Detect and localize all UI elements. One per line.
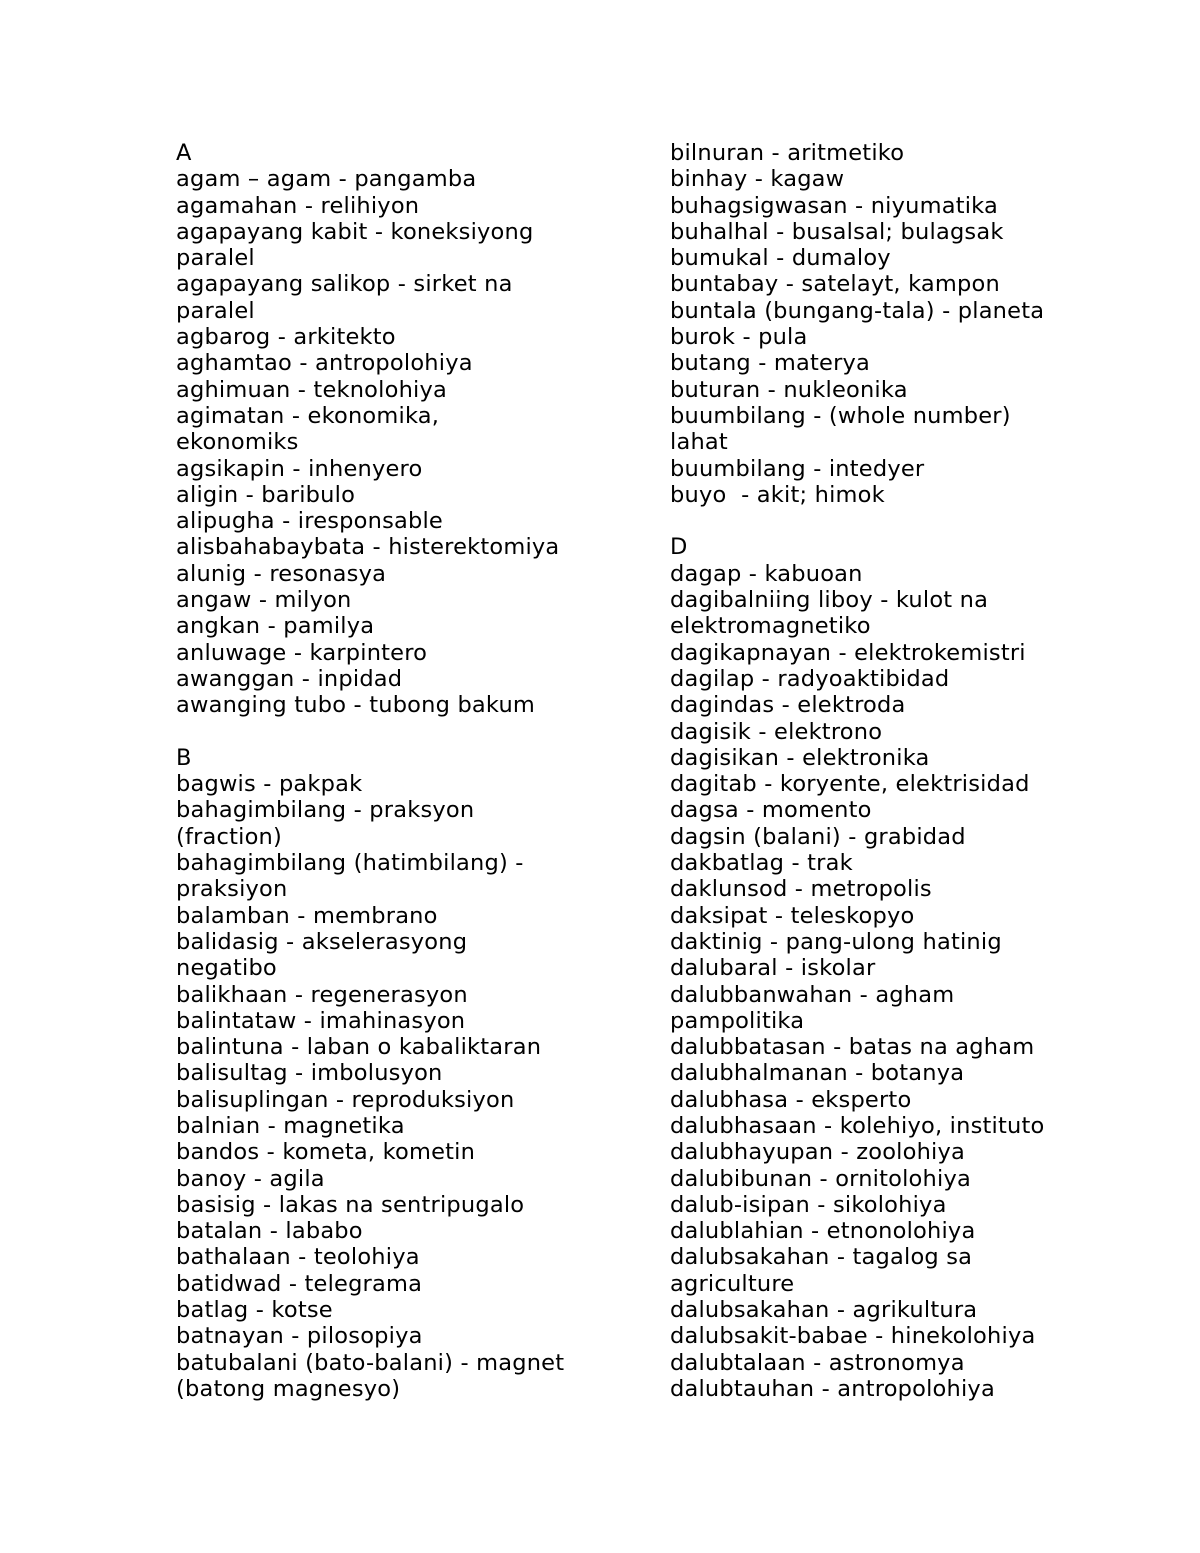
glossary-entry-line: agimatan - ekonomika, [176, 402, 440, 429]
glossary-entry-line: awanggan - inpidad [176, 665, 403, 692]
glossary-entry-line: aghamtao - antropolohiya [176, 350, 473, 377]
glossary-entry-line: balisuplingan - reproduksiyon [176, 1086, 515, 1113]
glossary-entry-line: paralel [176, 297, 255, 324]
section-heading: D [670, 534, 688, 561]
glossary-entry-line: alipugha - iresponsable [176, 508, 443, 535]
right-column [670, 140, 1170, 1402]
glossary-entry-line: banoy - agila [176, 1165, 325, 1192]
glossary-entry-line: awanging tubo - tubong bakum [176, 692, 536, 719]
glossary-entry-line: daklunsod - metropolis [670, 876, 932, 903]
glossary-entry-line: dalubtauhan - antropolohiya [670, 1375, 995, 1402]
glossary-entry-line: dalubibunan - ornitolohiya [670, 1165, 971, 1192]
glossary-entry-line: agapayang kabit - koneksiyong [176, 218, 534, 245]
glossary-entry-line: dagisikan - elektronika [670, 744, 930, 771]
left-column [176, 140, 646, 1402]
glossary-entry-line: (batong magnesyo) [176, 1375, 401, 1402]
glossary-entry-line: alisbahabaybata - histerektomiya [176, 534, 560, 561]
glossary-entry-line: dagsa - momento [670, 797, 872, 824]
glossary-entry-line: dalubsakahan - tagalog sa [670, 1244, 973, 1271]
glossary-entry-line: dalubhasaan - kolehiyo, instituto [670, 1112, 1045, 1139]
glossary-entry-line: batalan - lababo [176, 1218, 363, 1245]
glossary-entry-line: dalubtalaan - astronomya [670, 1349, 965, 1376]
glossary-entry-line: anluwage - karpintero [176, 639, 428, 666]
glossary-entry-line: batlag - kotse [176, 1297, 333, 1324]
glossary-entry-line: dalubhayupan - zoolohiya [670, 1139, 966, 1166]
glossary-entry-line: dagisik - elektrono [670, 718, 883, 745]
glossary-entry-line: dagitab - koryente, elektrisidad [670, 771, 1030, 798]
section-gap [670, 508, 1170, 534]
glossary-entry-line: bathalaan - teolohiya [176, 1244, 420, 1271]
glossary-entry-line: pampolitika [670, 1007, 805, 1034]
section-heading: B [176, 744, 192, 771]
glossary-entry-line: buyo - akit; himok [670, 481, 885, 508]
glossary-entry-line: balintataw - imahinasyon [176, 1007, 466, 1034]
glossary-entry-line: batidwad - telegrama [176, 1270, 423, 1297]
glossary-entry-line: bahagimbilang - praksyon [176, 797, 475, 824]
glossary-entry-line: lahat [670, 429, 728, 456]
glossary-entry-line: aligin - baribulo [176, 481, 356, 508]
glossary-entry-line: dakbatlag - trak [670, 850, 853, 877]
glossary-entry-line: batubalani (bato-balani) - magnet [176, 1349, 565, 1376]
glossary-entry-line: daktinig - pang-ulong hatinig [670, 928, 1002, 955]
glossary-entry-line: agsikapin - inhenyero [176, 455, 423, 482]
glossary-entry-line: dagilap - radyoaktibidad [670, 665, 950, 692]
glossary-entry-line: balintuna - laban o kabaliktaran [176, 1034, 542, 1061]
glossary-entry-line: buturan - nukleonika [670, 376, 908, 403]
glossary-entry-line: dagibalniing liboy - kulot na [670, 587, 989, 614]
glossary-entry-line: buhagsigwasan - niyumatika [670, 192, 999, 219]
glossary-entry-line: dalubhalmanan - botanya [670, 1060, 965, 1087]
glossary-entry-line: balamban - membrano [176, 902, 438, 929]
glossary-entry-line: bandos - kometa, kometin [176, 1139, 476, 1166]
glossary-entry-line: agbarog - arkitekto [176, 324, 396, 351]
glossary-entry-line: balisultag - imbolusyon [176, 1060, 443, 1087]
glossary-entry-line: burok - pula [670, 324, 808, 351]
glossary-entry-line: buhalhal - busalsal; bulagsak [670, 218, 1004, 245]
glossary-entry-line: (fraction) [176, 823, 282, 850]
glossary-entry-line: dalublahian - etnonolohiya [670, 1218, 976, 1245]
glossary-entry-line: agriculture [670, 1270, 795, 1297]
glossary-entry-line: binhay - kagaw [670, 166, 845, 193]
glossary-entry-line: dalubsakit-babae - hinekolohiya [670, 1323, 1036, 1350]
glossary-entry-line: bahagimbilang (hatimbilang) - [176, 850, 524, 877]
glossary-entry-line: dalubsakahan - agrikultura [670, 1297, 978, 1324]
glossary-entry-line: buntala (bungang-tala) - planeta [670, 297, 1045, 324]
section-heading: A [176, 140, 192, 166]
glossary-entry-line: bilnuran - aritmetiko [670, 140, 905, 166]
glossary-entry-line: daksipat - teleskopyo [670, 902, 915, 929]
glossary-entry-line: balnian - magnetika [176, 1112, 405, 1139]
glossary-entry-line: buumbilang - (whole number) [670, 402, 1011, 429]
glossary-entry-line: agam – agam - pangamba [176, 166, 477, 193]
glossary-entry-line: basisig - lakas na sentripugalo [176, 1191, 525, 1218]
glossary-entry-line: agapayang salikop - sirket na [176, 271, 513, 298]
glossary-entry-line: alunig - resonasya [176, 560, 387, 587]
section-gap [176, 719, 646, 745]
glossary-entry-line: elektromagnetiko [670, 613, 871, 640]
glossary-entry-line: buumbilang - intedyer [670, 455, 925, 482]
glossary-entry-line: balidasig - akselerasyong [176, 928, 468, 955]
glossary-entry-line: paralel [176, 245, 255, 272]
glossary-entry-line: batnayan - pilosopiya [176, 1323, 423, 1350]
glossary-entry-line: negatibo [176, 955, 277, 982]
glossary-entry-line: dalubbatasan - batas na agham [670, 1034, 1035, 1061]
glossary-entry-line: dalubhasa - eksperto [670, 1086, 912, 1113]
glossary-entry-line: agamahan - relihiyon [176, 192, 420, 219]
glossary-entry-line: praksiyon [176, 876, 288, 903]
glossary-entry-line: dagsin (balani) - grabidad [670, 823, 966, 850]
glossary-entry-line: bagwis - pakpak [176, 771, 363, 798]
glossary-entry-line: bumukal - dumaloy [670, 245, 891, 272]
glossary-entry-line: ekonomiks [176, 429, 299, 456]
glossary-entry-line: dalub-isipan - sikolohiya [670, 1191, 947, 1218]
glossary-entry-line: dalubbanwahan - agham [670, 981, 955, 1008]
glossary-entry-line: balikhaan - regenerasyon [176, 981, 468, 1008]
glossary-entry-line: dalubaral - iskolar [670, 955, 876, 982]
glossary-entry-line: butang - materya [670, 350, 871, 377]
glossary-entry-line: angkan - pamilya [176, 613, 375, 640]
glossary-entry-line: dagikapnayan - elektrokemistri [670, 639, 1026, 666]
glossary-entry-line: dagap - kabuoan [670, 560, 863, 587]
glossary-entry-line: buntabay - satelayt, kampon [670, 271, 1000, 298]
glossary-entry-line: aghimuan - teknolohiya [176, 376, 447, 403]
glossary-entry-line: angaw - milyon [176, 587, 352, 614]
glossary-entry-line: dagindas - elektroda [670, 692, 906, 719]
